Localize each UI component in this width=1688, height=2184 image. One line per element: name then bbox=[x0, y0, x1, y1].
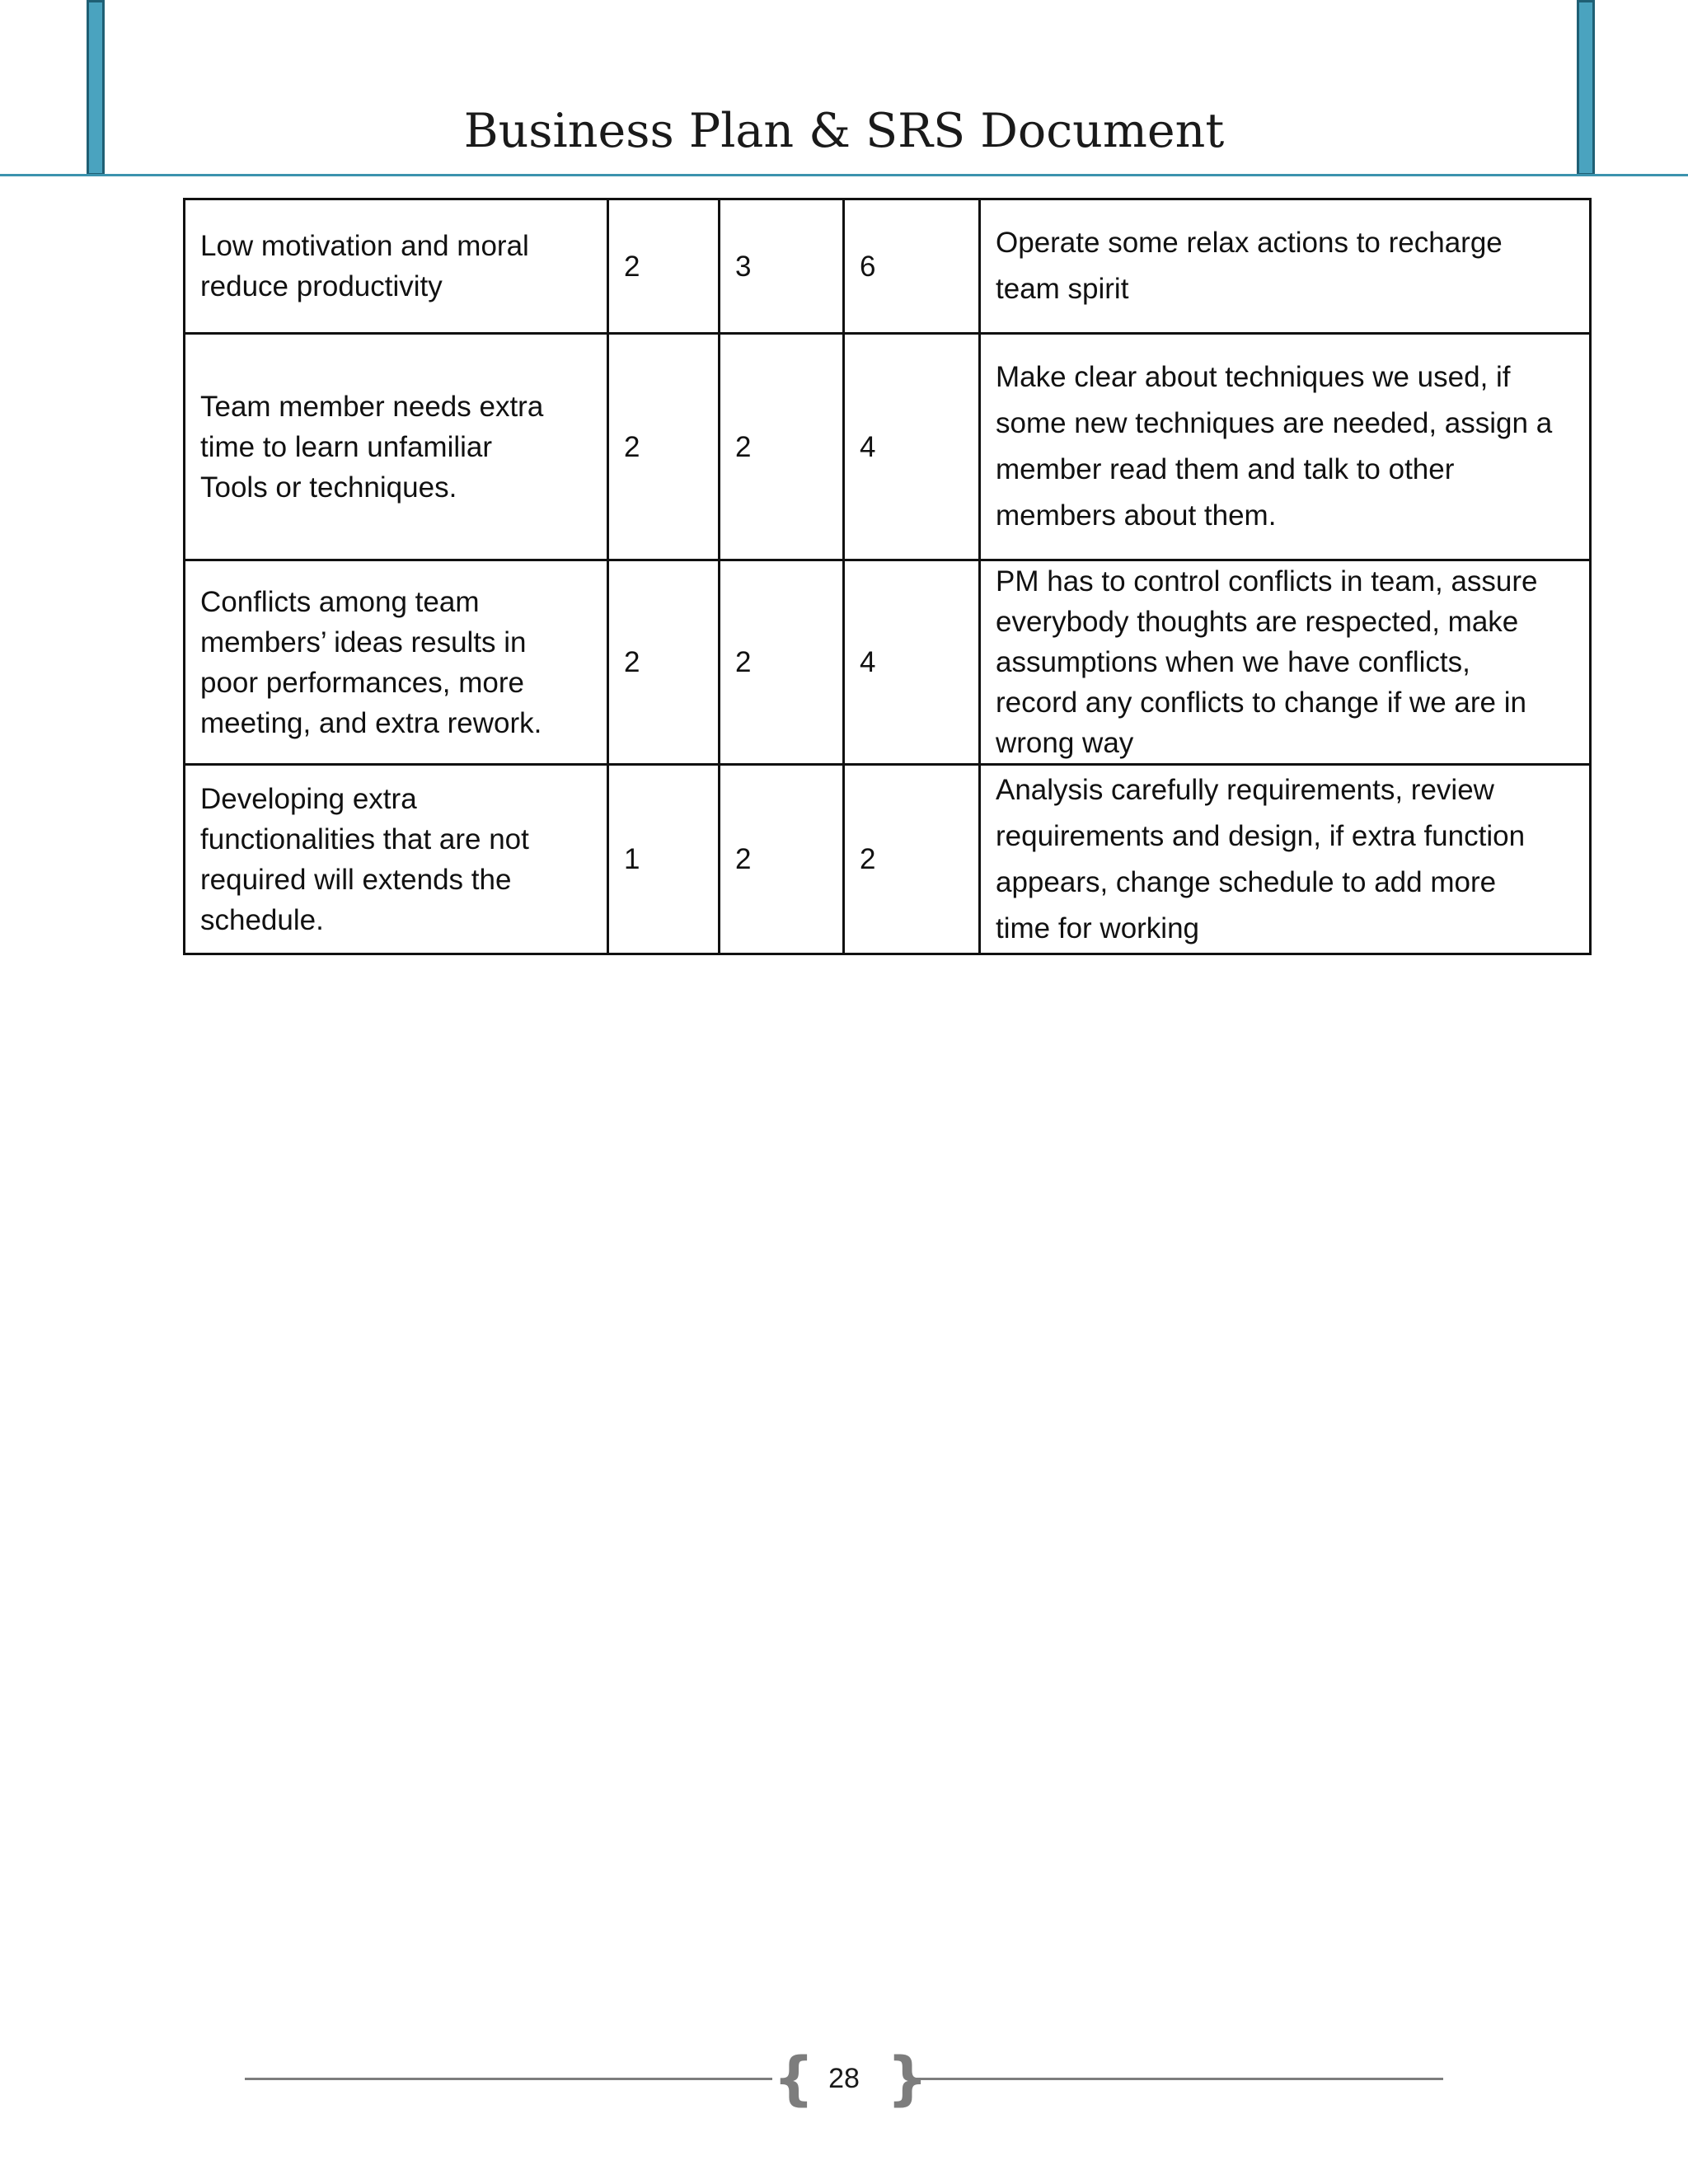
exposure-cell bbox=[844, 765, 980, 954]
probability-value: 1 bbox=[624, 843, 640, 875]
exposure-value: 6 bbox=[860, 250, 876, 283]
exposure-cell bbox=[844, 199, 980, 334]
probability-cell bbox=[608, 560, 720, 765]
table-row bbox=[185, 560, 1591, 765]
table-row bbox=[185, 334, 1591, 560]
risk-text: Low motivation and moral reduce productivity bbox=[200, 230, 529, 302]
impact-value: 3 bbox=[735, 250, 752, 283]
exposure-value: 4 bbox=[860, 646, 876, 678]
risk-cell bbox=[185, 560, 608, 765]
risk-cell bbox=[185, 334, 608, 560]
impact-cell bbox=[720, 334, 844, 560]
right-brace-icon: } bbox=[887, 2045, 928, 2112]
mitigation-cell bbox=[980, 334, 1591, 560]
risk-table bbox=[183, 198, 1592, 955]
mitigation-cell bbox=[980, 765, 1591, 954]
mitigation-cell bbox=[980, 199, 1591, 334]
probability-value: 2 bbox=[624, 430, 640, 463]
footer-rule-right bbox=[911, 2078, 1443, 2080]
table-row bbox=[185, 765, 1591, 954]
risk-cell bbox=[185, 199, 608, 334]
exposure-cell bbox=[844, 334, 980, 560]
document-title: Business Plan & SRS Document bbox=[463, 104, 1225, 158]
impact-cell bbox=[720, 765, 844, 954]
left-brace-icon: { bbox=[773, 2045, 814, 2112]
risk-cell bbox=[185, 765, 608, 954]
mitigation-text: Analysis carefully requirements, review requirements and design, if extra function appears, change schedule to add more time for working bbox=[996, 773, 1526, 944]
mitigation-cell bbox=[980, 560, 1591, 765]
mitigation-text: Operate some relax actions to recharge team spirit bbox=[996, 227, 1503, 305]
mitigation-text: PM has to control conflicts in team, assure everybody thoughts are respected, make assumptions when we have conflicts, record any conflicts to change if we are in wrong way bbox=[996, 565, 1538, 759]
probability-cell bbox=[608, 765, 720, 954]
risk-text: Developing extra functionalities that are not required will extends the schedule. bbox=[200, 782, 529, 936]
risk-text: Conflicts among team members’ ideas results in poor performances, more meeting, and extra rework. bbox=[200, 585, 542, 739]
impact-value: 2 bbox=[735, 646, 752, 678]
footer-rule-left bbox=[245, 2078, 772, 2080]
probability-cell bbox=[608, 334, 720, 560]
mitigation-text: Make clear about techniques we used, if some new techniques are needed, assign a member read them and talk to other members about them. bbox=[996, 361, 1553, 532]
probability-value: 2 bbox=[624, 250, 640, 283]
impact-value: 2 bbox=[735, 430, 752, 463]
exposure-value: 4 bbox=[860, 430, 876, 463]
probability-cell bbox=[608, 199, 720, 334]
impact-cell bbox=[720, 560, 844, 765]
probability-value: 2 bbox=[624, 646, 640, 678]
impact-cell bbox=[720, 199, 844, 334]
header-divider bbox=[0, 174, 1688, 176]
page-number: 28 bbox=[828, 2063, 860, 2094]
risk-text: Team member needs extra time to learn unfamiliar Tools or techniques. bbox=[200, 390, 544, 504]
impact-value: 2 bbox=[735, 843, 752, 875]
exposure-value: 2 bbox=[860, 843, 876, 875]
exposure-cell bbox=[844, 560, 980, 765]
table-row bbox=[185, 199, 1591, 334]
